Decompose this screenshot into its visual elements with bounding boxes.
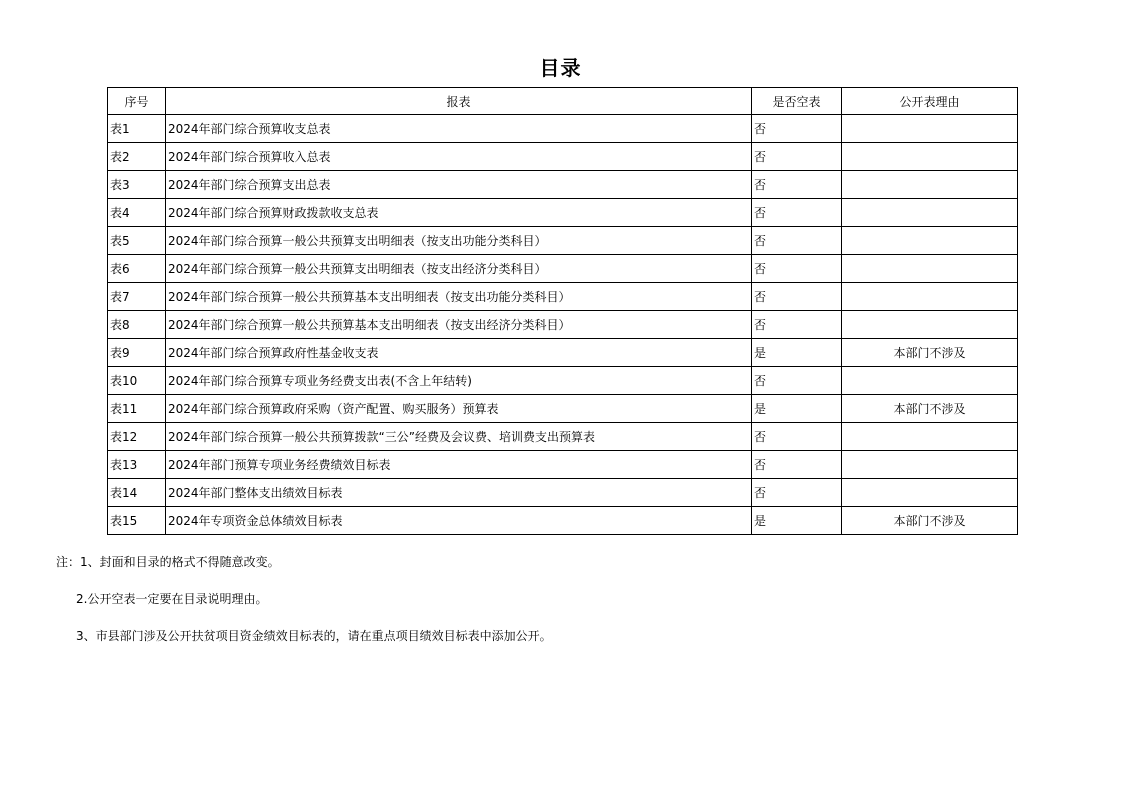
row-is-empty: 否 (752, 367, 842, 395)
row-reason: 本部门不涉及 (842, 507, 1018, 535)
table-row (108, 507, 1018, 535)
row-is-empty: 否 (752, 311, 842, 339)
row-is-empty: 否 (752, 283, 842, 311)
row-report-name: 2024年部门综合预算一般公共预算支出明细表（按支出经济分类科目） (166, 255, 752, 283)
row-reason (842, 143, 1018, 171)
row-is-empty: 否 (752, 171, 842, 199)
row-report-name: 2024年部门整体支出绩效目标表 (166, 479, 752, 507)
row-no: 表6 (108, 255, 166, 283)
row-report-name: 2024年部门综合预算专项业务经费支出表(不含上年结转) (166, 367, 752, 395)
table-row (108, 143, 1018, 171)
header-no: 序号 (108, 88, 166, 115)
row-no: 表9 (108, 339, 166, 367)
row-no: 表3 (108, 171, 166, 199)
row-is-empty: 是 (752, 395, 842, 423)
table-row (108, 227, 1018, 255)
table-row (108, 115, 1018, 143)
row-reason (842, 255, 1018, 283)
table-row (108, 311, 1018, 339)
header-reason: 公开表理由 (842, 88, 1018, 115)
catalog-table (107, 87, 1018, 535)
row-report-name: 2024年部门综合预算一般公共预算基本支出明细表（按支出经济分类科目） (166, 311, 752, 339)
row-is-empty: 否 (752, 227, 842, 255)
row-report-name: 2024年部门预算专项业务经费绩效目标表 (166, 451, 752, 479)
row-report-name: 2024年部门综合预算一般公共预算支出明细表（按支出功能分类科目） (166, 227, 752, 255)
row-is-empty: 否 (752, 451, 842, 479)
row-reason (842, 423, 1018, 451)
table-row (108, 479, 1018, 507)
table-row (108, 171, 1018, 199)
row-is-empty: 否 (752, 479, 842, 507)
row-no: 表10 (108, 367, 166, 395)
row-is-empty: 否 (752, 255, 842, 283)
row-report-name: 2024年部门综合预算支出总表 (166, 171, 752, 199)
row-reason (842, 367, 1018, 395)
row-no: 表2 (108, 143, 166, 171)
table-row (108, 255, 1018, 283)
row-reason: 本部门不涉及 (842, 395, 1018, 423)
note-line-3: 3、市县部门涉及公开扶贫项目资金绩效目标表的，请在重点项目绩效目标表中添加公开。 (76, 629, 552, 643)
row-no: 表11 (108, 395, 166, 423)
row-report-name: 2024年部门综合预算一般公共预算拨款“三公”经费及会议费、培训费支出预算表 (166, 423, 752, 451)
row-reason (842, 451, 1018, 479)
row-report-name: 2024年部门综合预算收支总表 (166, 115, 752, 143)
table-row (108, 423, 1018, 451)
row-reason: 本部门不涉及 (842, 339, 1018, 367)
table-row (108, 451, 1018, 479)
row-is-empty: 是 (752, 507, 842, 535)
table-row (108, 199, 1018, 227)
row-reason (842, 171, 1018, 199)
row-report-name: 2024年部门综合预算一般公共预算基本支出明细表（按支出功能分类科目） (166, 283, 752, 311)
table-header-row (108, 88, 1018, 115)
row-report-name: 2024年专项资金总体绩效目标表 (166, 507, 752, 535)
row-no: 表13 (108, 451, 166, 479)
row-is-empty: 否 (752, 115, 842, 143)
row-reason (842, 115, 1018, 143)
row-reason (842, 283, 1018, 311)
row-is-empty: 否 (752, 143, 842, 171)
row-no: 表15 (108, 507, 166, 535)
row-no: 表4 (108, 199, 166, 227)
note-line-2: 2.公开空表一定要在目录说明理由。 (76, 592, 268, 606)
row-is-empty: 否 (752, 199, 842, 227)
row-report-name: 2024年部门综合预算财政拨款收支总表 (166, 199, 752, 227)
row-no: 表5 (108, 227, 166, 255)
row-report-name: 2024年部门综合预算收入总表 (166, 143, 752, 171)
row-reason (842, 311, 1018, 339)
row-no: 表1 (108, 115, 166, 143)
table-row (108, 395, 1018, 423)
note-line-1: 注：1、封面和目录的格式不得随意改变。 (56, 555, 280, 569)
row-no: 表8 (108, 311, 166, 339)
row-is-empty: 是 (752, 339, 842, 367)
row-report-name: 2024年部门综合预算政府性基金收支表 (166, 339, 752, 367)
row-reason (842, 227, 1018, 255)
row-no: 表12 (108, 423, 166, 451)
table-row (108, 367, 1018, 395)
row-no: 表7 (108, 283, 166, 311)
header-is-empty: 是否空表 (752, 88, 842, 115)
table-row (108, 283, 1018, 311)
row-no: 表14 (108, 479, 166, 507)
table-row (108, 339, 1018, 367)
row-reason (842, 479, 1018, 507)
row-report-name: 2024年部门综合预算政府采购（资产配置、购买服务）预算表 (166, 395, 752, 423)
row-is-empty: 否 (752, 423, 842, 451)
header-report: 报表 (166, 88, 752, 115)
row-reason (842, 199, 1018, 227)
page-title: 目录 (539, 56, 582, 80)
